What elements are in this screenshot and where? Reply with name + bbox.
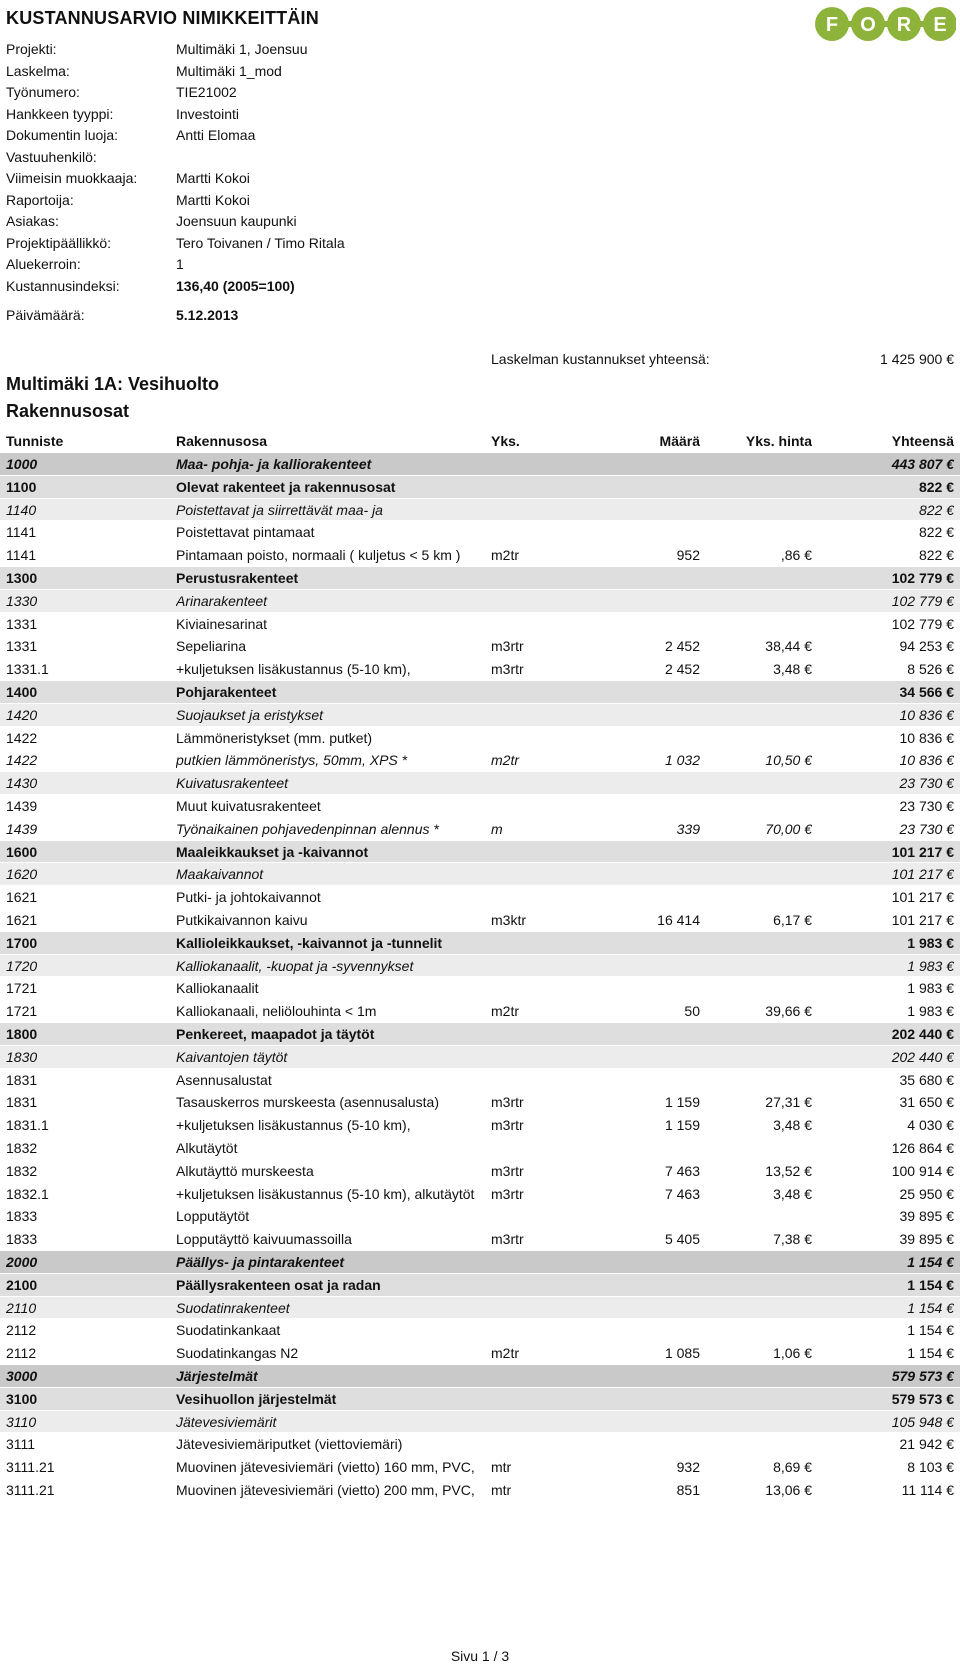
col-total-header: Yhteensä <box>891 433 954 449</box>
cell-code: 3111.21 <box>6 1459 55 1476</box>
cell-code: 2112 <box>6 1345 37 1362</box>
logo-letter: O <box>860 14 876 36</box>
table-row <box>0 1319 960 1342</box>
table-row <box>0 909 960 932</box>
section-subtitle: Rakennusosat <box>6 401 130 421</box>
table-row <box>0 1046 960 1069</box>
cell-total: 102 779 € <box>891 615 954 632</box>
table-row <box>0 1251 960 1274</box>
cell-price: 13,52 € <box>765 1162 812 1179</box>
cell-unit: m3rtr <box>491 638 524 655</box>
cell-price: 13,06 € <box>765 1482 812 1498</box>
cell-name: +kuljetuksen lisäkustannus (5-10 km), <box>176 661 411 678</box>
table-row <box>0 863 960 886</box>
cell-total: 39 895 € <box>899 1231 954 1248</box>
table-row <box>0 1069 960 1092</box>
cell-code: 3110 <box>6 1413 37 1430</box>
cell-code: 3000 <box>6 1368 38 1384</box>
table-row <box>0 1183 960 1206</box>
meta-value: Multimäki 1, Joensuu <box>176 41 308 57</box>
cell-total: 35 680 € <box>899 1071 954 1088</box>
table-row <box>0 727 960 750</box>
cell-unit: m2tr <box>491 752 519 769</box>
cell-code: 1721 <box>6 980 38 997</box>
cell-price: 7,38 € <box>773 1231 812 1248</box>
table-row <box>0 841 960 864</box>
cell-total: 94 253 € <box>899 638 954 655</box>
cell-total: 202 440 € <box>891 1048 954 1065</box>
meta-value: Multimäki 1_mod <box>176 62 282 79</box>
cell-code: 1000 <box>6 456 38 472</box>
cell-name: Suodatinrakenteet <box>176 1299 290 1316</box>
cell-price: 3,48 € <box>773 1185 812 1202</box>
col-price-header: Yks. hinta <box>745 433 812 449</box>
cell-unit: m <box>491 820 503 837</box>
cell-code: 1832 <box>6 1162 38 1179</box>
cell-total: 11 114 € <box>901 1482 954 1498</box>
table-row <box>0 749 960 772</box>
cell-code: 1832 <box>6 1140 38 1156</box>
cell-total: 23 730 € <box>899 775 954 792</box>
table-row <box>0 795 960 818</box>
cell-name: Kalliokanaalit <box>176 980 259 997</box>
table-row <box>0 1137 960 1160</box>
cell-name: putkien lämmöneristys, 50mm, XPS * <box>176 752 408 769</box>
meta-label: Vastuuhenkilö: <box>6 148 97 165</box>
table-row <box>0 1023 960 1046</box>
cell-name: Kallioleikkaukset, -kaivannot ja -tunnelit <box>176 934 443 951</box>
cell-code: 1833 <box>6 1208 38 1225</box>
table-row <box>0 1433 960 1456</box>
table-row <box>0 932 960 955</box>
cell-name: Päällys- ja pintarakenteet <box>176 1254 345 1270</box>
cell-total: 100 914 € <box>891 1162 954 1179</box>
cell-code: 1300 <box>6 570 38 586</box>
meta-value: TIE21002 <box>176 84 237 100</box>
meta-label: Asiakas: <box>6 213 59 229</box>
cell-code: 1621 <box>6 889 38 906</box>
table-row <box>0 772 960 795</box>
table-row <box>0 521 960 544</box>
cell-name: Poistettavat pintamaat <box>176 524 315 541</box>
table-row <box>0 681 960 704</box>
cell-total: 25 950 € <box>899 1185 954 1202</box>
cell-code: 1331 <box>6 615 38 632</box>
cell-code: 1100 <box>6 478 37 495</box>
cell-name: Alkutäytöt <box>176 1140 238 1156</box>
cell-total: 1 154 € <box>907 1299 954 1316</box>
cell-name: Jätevesiviemärit <box>176 1413 277 1430</box>
table-row <box>0 1114 960 1137</box>
cell-total: 1 154 € <box>907 1254 954 1270</box>
cell-total: 1 154 € <box>907 1322 954 1339</box>
table-row <box>0 1274 960 1297</box>
cell-total: 202 440 € <box>891 1026 954 1042</box>
cell-name: Kaivantojen täytöt <box>176 1048 288 1065</box>
meta-label: Dokumentin luoja: <box>6 127 119 143</box>
cell-unit: m3rtr <box>491 1117 524 1134</box>
meta-value: Investointi <box>176 105 240 122</box>
cell-price: 3,48 € <box>773 661 812 678</box>
meta-label: Kustannusindeksi: <box>6 278 120 294</box>
cell-code: 2100 <box>6 1276 38 1293</box>
cell-name: Suodatinkangas N2 <box>176 1345 299 1362</box>
cell-code: 1140 <box>6 501 37 518</box>
meta-value: Martti Kokoi <box>176 191 250 208</box>
meta-value: 5.12.2013 <box>176 307 239 323</box>
meta-value: Martti Kokoi <box>176 170 250 186</box>
table-row <box>0 1388 960 1411</box>
col-code-header: Tunniste <box>6 433 64 449</box>
cell-qty: 1 159 <box>664 1117 700 1134</box>
cell-total: 39 895 € <box>899 1208 954 1225</box>
cell-price: 70,00 € <box>765 820 812 837</box>
cell-name: Jätevesiviemäriputket (viettoviemäri) <box>176 1436 403 1453</box>
cell-total: 579 573 € <box>891 1368 954 1384</box>
cell-total: 10 836 € <box>899 729 954 746</box>
fore-logo <box>814 4 956 44</box>
cell-total: 101 217 € <box>891 912 954 928</box>
cell-name: +kuljetuksen lisäkustannus (5-10 km), <box>176 1117 411 1134</box>
cell-total: 822 € <box>918 524 954 541</box>
cell-qty: 16 414 <box>657 912 700 928</box>
cell-total: 105 948 € <box>891 1413 954 1430</box>
table-row <box>0 818 960 841</box>
meta-label: Työnumero: <box>6 84 80 100</box>
cell-code: 3100 <box>6 1390 38 1407</box>
cell-price: 10,50 € <box>765 752 812 769</box>
cell-name: Pintamaan poisto, normaali ( kuljetus < 5 km ) <box>176 547 461 564</box>
cell-price: 38,44 € <box>765 638 812 655</box>
cell-name: Kalliokanaali, neliölouhinta < 1m <box>176 1003 377 1020</box>
cell-name: Penkereet, maapadot ja täytöt <box>176 1026 375 1042</box>
cell-code: 1422 <box>6 752 38 769</box>
cell-code: 1420 <box>6 706 38 723</box>
meta-value: Joensuun kaupunki <box>176 213 297 229</box>
cell-total: 101 217 € <box>891 843 954 860</box>
cell-name: Kuivatusrakenteet <box>176 775 289 792</box>
cell-price: 8,69 € <box>773 1459 812 1476</box>
table-row <box>0 635 960 658</box>
cell-qty: 952 <box>676 547 700 564</box>
meta-value: 1 <box>176 256 184 272</box>
cell-name: Putkikaivannon kaivu <box>176 912 308 928</box>
cell-qty: 5 405 <box>664 1231 700 1248</box>
meta-label: Raportoija: <box>6 191 74 208</box>
table-row <box>0 886 960 909</box>
meta-label: Projektipäällikkö: <box>6 234 112 251</box>
meta-label: Viimeisin muokkaaja: <box>6 170 138 186</box>
cell-name: Alkutäyttö murskeesta <box>176 1162 314 1179</box>
cell-code: 3111 <box>6 1436 36 1453</box>
cell-code: 1331.1 <box>6 661 49 678</box>
cell-total: 443 807 € <box>891 456 954 472</box>
cell-total: 101 217 € <box>891 866 954 883</box>
cell-name: Asennusalustat <box>176 1071 272 1088</box>
cell-name: Muut kuivatusrakenteet <box>176 798 321 814</box>
cell-name: Kalliokanaalit, -kuopat ja -syvennykset <box>176 957 414 974</box>
cell-unit: m3rtr <box>491 1094 524 1111</box>
cell-qty: 2 452 <box>664 661 700 678</box>
cell-name: Järjestelmät <box>176 1368 258 1384</box>
cell-code: 2000 <box>6 1254 38 1270</box>
cell-name: Kiviainesarinat <box>176 615 268 632</box>
cell-qty: 7 463 <box>664 1162 700 1179</box>
table-row <box>0 1411 960 1434</box>
meta-label: Päivämäärä: <box>6 307 85 323</box>
document-title: KUSTANNUSARVIO NIMIKKEITTÄIN <box>6 8 319 28</box>
table-row <box>0 453 960 476</box>
cell-name: Muovinen jätevesiviemäri (vietto) 200 mm, PVC, <box>176 1482 475 1498</box>
cell-code: 1620 <box>6 866 38 883</box>
cell-code: 1831 <box>6 1094 38 1111</box>
logo-letter: R <box>896 14 912 36</box>
meta-value: 136,40 (2005=100) <box>176 278 295 294</box>
cell-total: 822 € <box>918 547 954 564</box>
cell-total: 102 779 € <box>891 570 954 586</box>
table-row <box>0 1297 960 1320</box>
cell-name: Muovinen jätevesiviemäri (vietto) 160 mm, PVC, <box>176 1459 475 1476</box>
cell-code: 1831 <box>6 1071 38 1088</box>
table-row <box>0 613 960 636</box>
cell-total: 101 217 € <box>891 889 954 906</box>
cell-unit: m3rtr <box>491 1231 524 1248</box>
cell-code: 1330 <box>6 592 38 609</box>
meta-label: Hankkeen tyyppi: <box>6 105 114 122</box>
cell-total: 822 € <box>918 501 954 518</box>
cell-total: 31 650 € <box>899 1094 954 1111</box>
cell-name: Lämmöneristykset (mm. putket) <box>176 729 373 746</box>
cell-total: 126 864 € <box>891 1140 954 1156</box>
cell-qty: 1 032 <box>664 752 700 769</box>
cell-name: Putki- ja johtokaivannot <box>176 889 321 906</box>
cell-name: Perustusrakenteet <box>176 570 299 586</box>
cell-total: 10 836 € <box>899 706 954 723</box>
cell-code: 1600 <box>6 843 38 860</box>
cell-total: 23 730 € <box>899 820 954 837</box>
total-cost-label: Laskelman kustannukset yhteensä: <box>491 351 710 367</box>
table-row <box>0 1365 960 1388</box>
table-row <box>0 704 960 727</box>
cell-name: Maakaivannot <box>176 866 264 883</box>
cell-code: 1700 <box>6 934 38 951</box>
cell-qty: 851 <box>676 1482 700 1498</box>
cell-total: 34 566 € <box>899 684 954 700</box>
cell-name: Poistettavat ja siirrettävät maa- ja <box>176 501 383 518</box>
cell-code: 1831.1 <box>6 1117 49 1134</box>
cell-total: 8 526 € <box>907 661 954 678</box>
cell-name: Suodatinkankaat <box>176 1322 281 1339</box>
table-row <box>0 1342 960 1365</box>
meta-label: Projekti: <box>6 41 57 57</box>
cell-total: 579 573 € <box>891 1390 954 1407</box>
table-row <box>0 544 960 567</box>
cell-unit: m2tr <box>491 1003 519 1020</box>
cell-price: 39,66 € <box>765 1003 812 1020</box>
cell-total: 10 836 € <box>899 752 954 769</box>
cell-qty: 7 463 <box>664 1185 700 1202</box>
cell-total: 1 154 € <box>907 1276 954 1293</box>
cell-unit: m3rtr <box>491 1185 524 1202</box>
cell-name: Sepeliarina <box>176 638 247 655</box>
cell-total: 1 983 € <box>907 980 954 997</box>
col-qty-header: Määrä <box>659 433 700 449</box>
cell-qty: 50 <box>684 1003 700 1020</box>
meta-value: Antti Elomaa <box>176 127 256 143</box>
cell-code: 2112 <box>6 1322 37 1339</box>
cell-code: 3111.21 <box>6 1482 55 1498</box>
cell-name: Pohjarakenteet <box>176 684 277 700</box>
cell-price: ,86 € <box>780 547 812 564</box>
table-row <box>0 567 960 590</box>
table-row <box>0 658 960 681</box>
cell-unit: m3ktr <box>491 912 526 928</box>
table-row <box>0 977 960 1000</box>
cell-name: Työnaikainen pohjavedenpinnan alennus * <box>176 820 439 837</box>
table-row <box>0 1228 960 1251</box>
cell-total: 4 030 € <box>907 1117 954 1134</box>
cell-qty: 2 452 <box>664 638 700 655</box>
section-title: Multimäki 1A: Vesihuolto <box>6 374 220 394</box>
cell-name: Olevat rakenteet ja rakennusosat <box>176 478 396 495</box>
cell-unit: m3rtr <box>491 661 524 678</box>
cell-unit: m2tr <box>491 1345 519 1362</box>
cell-unit: mtr <box>491 1459 512 1476</box>
table-row <box>0 1160 960 1183</box>
cell-name: Tasauskerros murskeesta (asennusalusta) <box>176 1094 440 1111</box>
cell-code: 1439 <box>6 820 38 837</box>
cell-total: 1 983 € <box>907 934 954 951</box>
table-row <box>0 1091 960 1114</box>
col-unit-header: Yks. <box>491 433 520 449</box>
cell-code: 1830 <box>6 1048 38 1065</box>
cell-code: 1800 <box>6 1026 38 1042</box>
cell-code: 1430 <box>6 775 38 792</box>
total-cost-value: 1 425 900 € <box>880 351 954 367</box>
table-row <box>0 1479 960 1502</box>
cell-total: 822 € <box>918 478 954 495</box>
cell-total: 102 779 € <box>891 592 954 609</box>
logo-letter: E <box>933 14 947 36</box>
table-row <box>0 1205 960 1228</box>
cell-code: 1400 <box>6 684 38 700</box>
cell-total: 1 983 € <box>907 1003 954 1020</box>
cell-code: 1141 <box>6 524 37 541</box>
logo-letter: F <box>825 14 839 36</box>
cell-total: 1 154 € <box>907 1345 954 1362</box>
table-row <box>0 1000 960 1023</box>
cell-name: Vesihuollon järjestelmät <box>176 1390 337 1407</box>
cell-price: 1,06 € <box>773 1345 812 1362</box>
meta-label: Laskelma: <box>6 62 70 79</box>
table-row <box>0 476 960 499</box>
cell-total: 23 730 € <box>899 798 954 814</box>
cell-code: 2110 <box>6 1299 37 1316</box>
page-number: Sivu 1 / 3 <box>450 1648 510 1664</box>
cell-code: 1621 <box>6 912 38 928</box>
cell-price: 6,17 € <box>773 912 812 928</box>
meta-label: Aluekerroin: <box>6 256 81 272</box>
cell-name: Maaleikkaukset ja -kaivannot <box>176 843 369 860</box>
cell-name: Arinarakenteet <box>176 592 268 609</box>
cell-unit: m2tr <box>491 547 519 564</box>
cell-unit: m3rtr <box>491 1162 524 1179</box>
cell-code: 1832.1 <box>6 1185 49 1202</box>
cell-name: Maa- pohja- ja kalliorakenteet <box>176 456 372 472</box>
cell-qty: 339 <box>676 820 700 837</box>
cell-total: 8 103 € <box>907 1459 954 1476</box>
table-row <box>0 499 960 522</box>
cell-name: Lopputäyttö kaivuumassoilla <box>176 1231 352 1248</box>
cell-price: 27,31 € <box>765 1094 812 1111</box>
cell-code: 1833 <box>6 1231 38 1248</box>
cell-price: 3,48 € <box>773 1117 812 1134</box>
cell-qty: 1 159 <box>664 1094 700 1111</box>
cell-code: 1422 <box>6 729 38 746</box>
cell-qty: 1 085 <box>664 1345 700 1362</box>
cell-total: 1 983 € <box>907 957 954 974</box>
table-row <box>0 590 960 613</box>
cell-unit: mtr <box>491 1482 512 1498</box>
col-name-header: Rakennusosa <box>176 433 268 449</box>
cell-qty: 932 <box>676 1459 700 1476</box>
cell-code: 1721 <box>6 1003 38 1020</box>
cell-name: Päällysrakenteen osat ja radan <box>176 1276 381 1293</box>
table-row <box>0 1456 960 1479</box>
cell-code: 1720 <box>6 957 38 974</box>
cell-code: 1439 <box>6 798 38 814</box>
cell-total: 21 942 € <box>899 1436 954 1453</box>
cell-name: Lopputäytöt <box>176 1208 250 1225</box>
cell-name: Suojaukset ja eristykset <box>176 706 324 723</box>
cell-name: +kuljetuksen lisäkustannus (5-10 km), alkutäytöt <box>176 1185 475 1202</box>
cell-code: 1331 <box>6 638 38 655</box>
table-row <box>0 955 960 978</box>
table-header <box>0 430 960 452</box>
cell-code: 1141 <box>6 547 37 564</box>
meta-value: Tero Toivanen / Timo Ritala <box>176 234 345 251</box>
